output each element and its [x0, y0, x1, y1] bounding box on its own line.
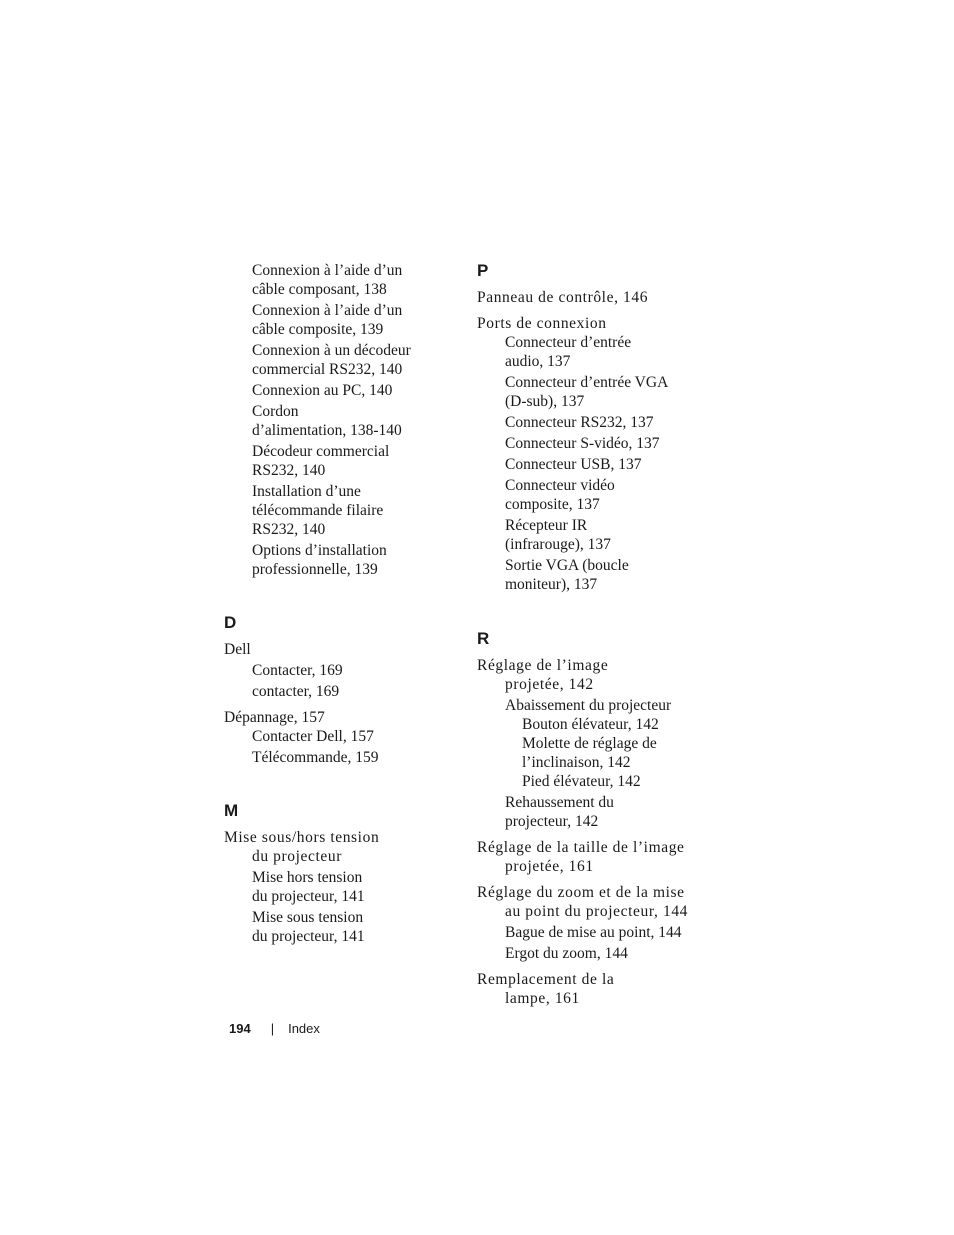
section-heading-p: P	[477, 261, 489, 280]
index-subentry: Connecteur d’entrée	[505, 334, 632, 351]
index-subentry: (D-sub), 137	[505, 393, 585, 410]
index-entry-continuation: du projecteur	[252, 848, 342, 865]
index-subentry: (infrarouge), 137	[505, 536, 611, 553]
footer-separator: |	[270, 1021, 275, 1036]
index-subentry: professionnelle, 139	[252, 561, 378, 578]
index-entry-continuation: projetée, 142	[505, 676, 594, 693]
index-subsubentry: l’inclinaison, 142	[522, 754, 631, 771]
index-subentry: Mise sous tension	[252, 909, 364, 926]
index-subentry: Connecteur d’entrée VGA	[505, 374, 669, 391]
index-subentry: d’alimentation, 138-140	[252, 422, 402, 439]
section-heading-d: D	[224, 613, 237, 632]
index-subsubentry: Bouton élévateur, 142	[522, 716, 659, 733]
index-subentry: commercial RS232, 140	[252, 361, 403, 378]
index-subentry: RS232, 140	[252, 521, 326, 538]
index-subentry: Connecteur vidéo	[505, 477, 615, 494]
index-entry: Remplacement de la	[477, 971, 615, 988]
index-column-right	[477, 261, 717, 1008]
index-entry-continuation: au point du projecteur, 144	[505, 903, 689, 920]
index-entry: Réglage de l’image	[477, 657, 609, 674]
index-entry: Dépannage, 157	[224, 709, 325, 726]
footer-section-title: Index	[288, 1021, 320, 1036]
index-subentry: Cordon	[252, 403, 299, 420]
index-subentry: du projecteur, 141	[252, 928, 365, 945]
index-subentry: câble composant, 138	[252, 281, 387, 298]
index-subentry: moniteur), 137	[505, 576, 598, 593]
index-subentry: Connexion à un décodeur	[252, 342, 411, 359]
index-subentry: Installation d’une	[252, 483, 361, 500]
index-subentry: Options d’installation	[252, 542, 387, 559]
section-heading-r: R	[477, 629, 490, 648]
index-section-m	[224, 801, 449, 946]
index-subentry: contacter, 169	[252, 683, 340, 700]
index-subentry: Bague de mise au point, 144	[505, 924, 682, 941]
index-subentry: Contacter Dell, 157	[252, 728, 374, 745]
continued-entries	[224, 261, 449, 579]
index-subentry: Connecteur USB, 137	[505, 456, 642, 473]
index-subentry: câble composite, 139	[252, 321, 384, 338]
index-subentry: Ergot du zoom, 144	[505, 945, 628, 962]
index-subentry: Connecteur S-vidéo, 137	[505, 435, 660, 452]
index-entry: Réglage du zoom et de la mise	[477, 884, 685, 901]
index-subentry: Connexion au PC, 140	[252, 382, 393, 399]
index-subentry: Abaissement du projecteur	[505, 697, 672, 714]
index-subsubentry: Molette de réglage de	[522, 735, 657, 752]
index-subentry: du projecteur, 141	[252, 888, 365, 905]
index-subentry: Décodeur commercial	[252, 443, 390, 460]
index-entry: Dell	[224, 641, 251, 658]
index-section-d	[224, 613, 449, 767]
index-column-left	[224, 261, 449, 946]
index-subentry: télécommande filaire	[252, 502, 384, 519]
index-entry: Panneau de contrôle, 146	[477, 289, 649, 306]
section-heading-m: M	[224, 801, 239, 820]
index-subentry: Télécommande, 159	[252, 749, 379, 766]
index-section-r	[477, 629, 717, 1008]
page-number: 194	[229, 1021, 251, 1036]
index-section-p	[477, 261, 717, 594]
index-subsubentry: Pied élévateur, 142	[522, 773, 641, 790]
index-subentry: Sortie VGA (boucle	[505, 557, 629, 574]
index-subentry: Connecteur RS232, 137	[505, 414, 654, 431]
index-subentry: Mise hors tension	[252, 869, 363, 886]
index-subentry: projecteur, 142	[505, 813, 599, 830]
index-entry: Mise sous/hors tension	[224, 829, 380, 846]
index-subentry: RS232, 140	[252, 462, 326, 479]
index-subentry: composite, 137	[505, 496, 600, 513]
index-subentry: Connexion à l’aide d’un	[252, 302, 403, 319]
index-subentry: Récepteur IR	[505, 517, 588, 534]
index-subentry: audio, 137	[505, 353, 571, 370]
index-entry-continuation: lampe, 161	[505, 990, 580, 1007]
index-subentry: Connexion à l’aide d’un	[252, 262, 403, 279]
index-subentry: Contacter, 169	[252, 662, 343, 679]
index-subentry: Rehaussement du	[505, 794, 614, 811]
page-footer	[229, 1020, 320, 1038]
index-entry: Réglage de la taille de l’image	[477, 839, 685, 856]
index-entry: Ports de connexion	[477, 315, 607, 332]
index-entry-continuation: projetée, 161	[505, 858, 594, 875]
